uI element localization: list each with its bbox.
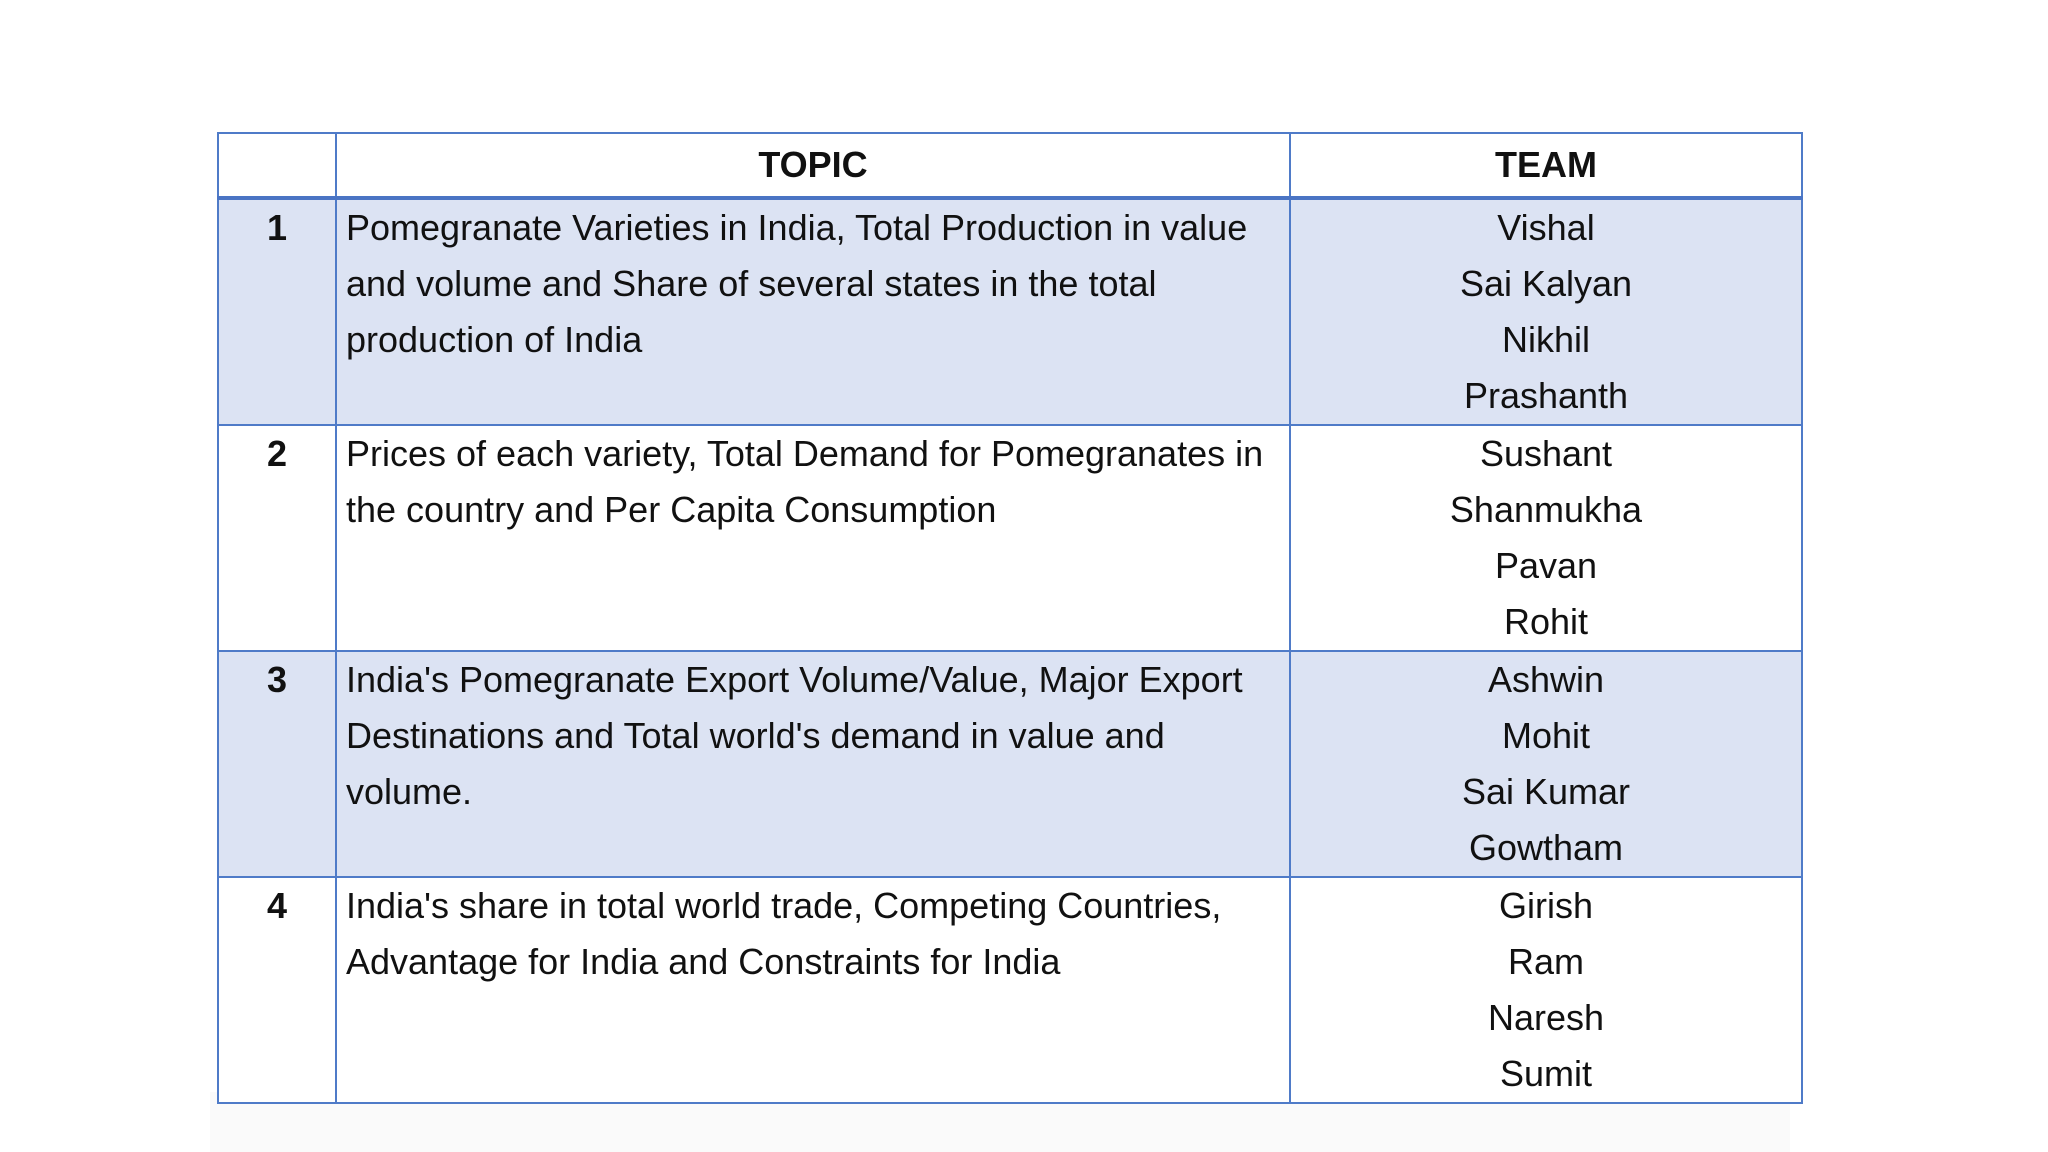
team-member: Sai Kalyan: [1459, 263, 1633, 304]
table-row: [218, 877, 1802, 1103]
row-topic: India's Pomegranate Export Volume/Value, Major Export Destinations and Total world's demand in value and volume.: [336, 651, 1290, 877]
row-team: [1290, 425, 1802, 651]
team-member: Nikhil: [1501, 319, 1590, 360]
header-number: [218, 133, 336, 198]
row-number: 2: [218, 425, 336, 651]
team-member: Sushant: [1479, 433, 1613, 474]
row-team: [1290, 198, 1802, 425]
team-member: Sumit: [1499, 1053, 1593, 1094]
row-topic: India's share in total world trade, Competing Countries, Advantage for India and Constraints for India: [336, 877, 1290, 1103]
team-member: Rohit: [1503, 601, 1589, 642]
team-member: Vishal: [1497, 207, 1595, 248]
team-member: Ram: [1507, 941, 1584, 982]
team-member: Mohit: [1501, 715, 1591, 756]
row-number: 4: [218, 877, 336, 1103]
team-member: Shanmukha: [1449, 489, 1643, 530]
team-member: Pavan: [1494, 545, 1598, 586]
team-member: Gowtham: [1468, 827, 1624, 868]
team-member: Ashwin: [1487, 659, 1605, 700]
row-number: 3: [218, 651, 336, 877]
topic-team-table: [217, 132, 1803, 1104]
row-team: [1290, 651, 1802, 877]
table-row: [218, 198, 1802, 425]
header-topic: TOPIC: [336, 133, 1290, 198]
table-row: [218, 425, 1802, 651]
row-topic: Prices of each variety, Total Demand for Pomegranates in the country and Per Capita Consumption: [336, 425, 1290, 651]
table-row: [218, 651, 1802, 877]
team-member: Naresh: [1487, 997, 1605, 1038]
header-team: TEAM: [1290, 133, 1802, 198]
row-topic: Pomegranate Varieties in India, Total Production in value and volume and Share of several states in the total production of India: [336, 198, 1290, 425]
team-member: Sai Kumar: [1461, 771, 1631, 812]
row-number: 1: [218, 198, 336, 425]
table-header-row: [218, 133, 1802, 198]
team-member: Girish: [1498, 885, 1593, 926]
row-team: [1290, 877, 1802, 1103]
team-member: Prashanth: [1463, 375, 1629, 416]
